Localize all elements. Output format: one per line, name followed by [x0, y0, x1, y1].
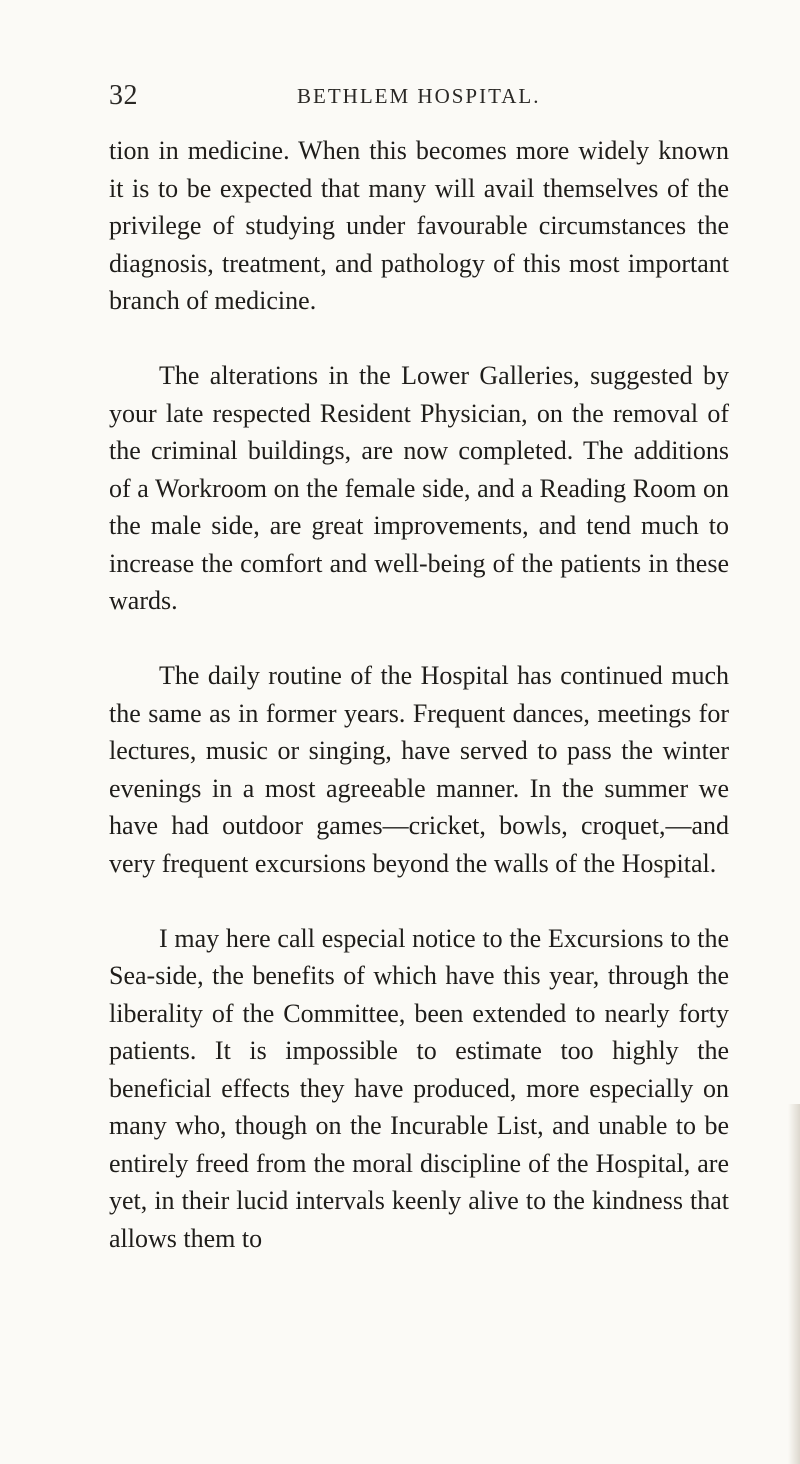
paragraph-1: tion in medicine. When this becomes more widely known it is to be expected that many will avail themselves of the privilege of studying under favourable circumstances the diagnosis, treatment, and pathology of this most important branch of medicine.	[109, 136, 729, 315]
paragraph-3: The daily routine of the Hospital has continued much the same as in former years. Frequent dances, meetings for lectures, music or singing, have served to pass the winter evenings in a most agreeable manner. In the summer we have had outdoor games—cricket, bowls, croquet,—and very frequent excursions beyond the walls of the Hospital.	[109, 661, 729, 878]
running-head	[109, 82, 731, 122]
body-text	[109, 132, 729, 1257]
running-title: BETHLEM HOSPITAL.	[297, 84, 541, 108]
paragraph-2: The alterations in the Lower Galleries, suggested by your late respected Resident Physician, on the removal of the criminal buildings, are now completed. The additions of a Workroom on the female side, and a Reading Room on the male side, are great improvements, and tend much to increase the comfort and well-being of the patients in these wards.	[109, 361, 729, 615]
scan-edge-shadow	[788, 1104, 800, 1464]
page-number: 32	[109, 80, 138, 111]
paragraph-4: I may here call especial notice to the Excursions to the Sea-side, the benefits of which have this year, through the liberality of the Committee, been extended to nearly forty patients. It is impossible to estimate too highly the beneficial effects they have produced, more especially on many who, though on the Incurable List, and unable to be entirely freed from the moral discipline of the Hospital, are yet, in their lucid intervals keenly alive to the kindness that allows them to	[109, 923, 729, 1253]
